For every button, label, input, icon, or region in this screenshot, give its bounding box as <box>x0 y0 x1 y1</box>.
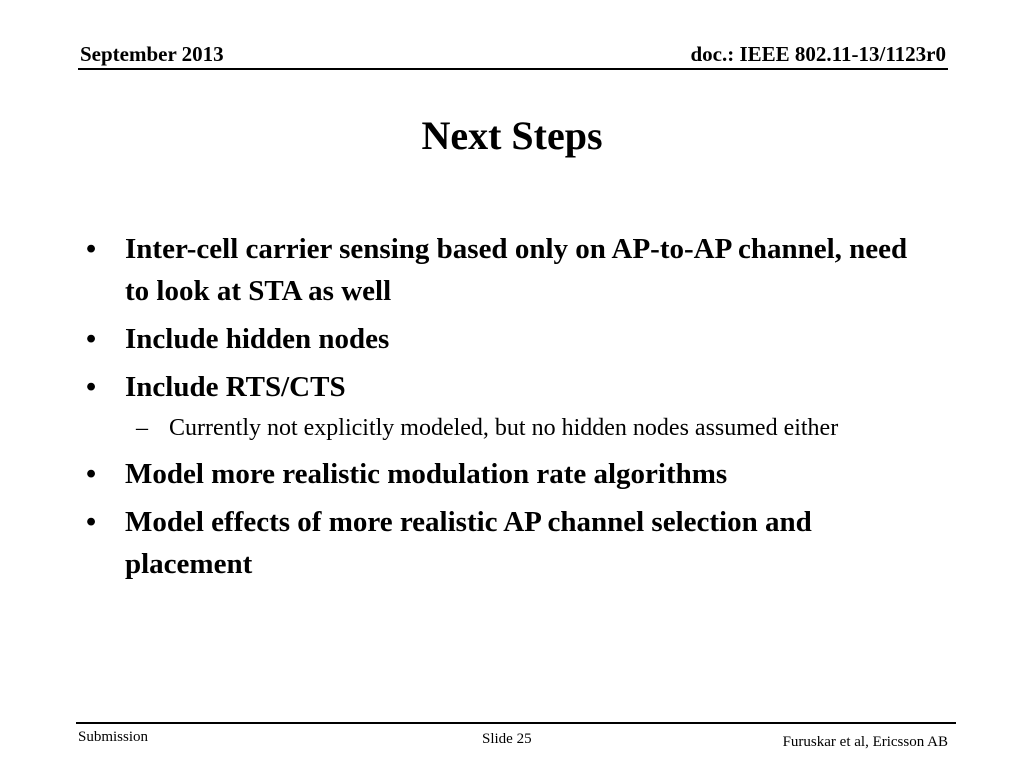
footer-slide-number: Slide 25 <box>482 731 532 747</box>
bullet-marker: • <box>86 323 97 355</box>
slide-body <box>82 228 912 591</box>
bullet-marker: • <box>86 458 97 490</box>
bullet-text: Include RTS/CTS <box>125 371 346 403</box>
bullet-text: Inter-cell carrier sensing based only on AP-to-AP channel, need to look at STA as well <box>125 233 908 307</box>
footer-submission: Submission <box>78 729 149 745</box>
bullet-text: Model effects of more realistic AP channel selection and placement <box>125 506 812 580</box>
bullet-marker: • <box>86 371 97 403</box>
sub-bullet-text: Currently not explicitly modeled, but no hidden nodes assumed either <box>169 415 839 441</box>
header-doc-id: doc.: IEEE 802.11-13/1123r0 <box>690 42 946 66</box>
bullet-item <box>82 318 912 360</box>
slide-title: Next Steps <box>421 113 603 158</box>
footer-author: Furuskar et al, Ericsson AB <box>782 734 948 750</box>
sub-bullet-marker: – <box>136 415 148 441</box>
slide-footer <box>76 722 956 764</box>
bullet-text: Model more realistic modulation rate algorithms <box>125 458 728 490</box>
sub-bullet-item <box>82 412 912 445</box>
bullet-text: Include hidden nodes <box>125 323 390 355</box>
bullet-item <box>82 453 912 495</box>
bullet-item <box>82 501 912 585</box>
slide-header <box>78 40 948 70</box>
header-date: September 2013 <box>80 42 224 66</box>
bullet-item <box>82 366 912 408</box>
bullet-marker: • <box>86 233 97 265</box>
bullet-marker: • <box>86 506 97 538</box>
bullet-item <box>82 228 912 312</box>
